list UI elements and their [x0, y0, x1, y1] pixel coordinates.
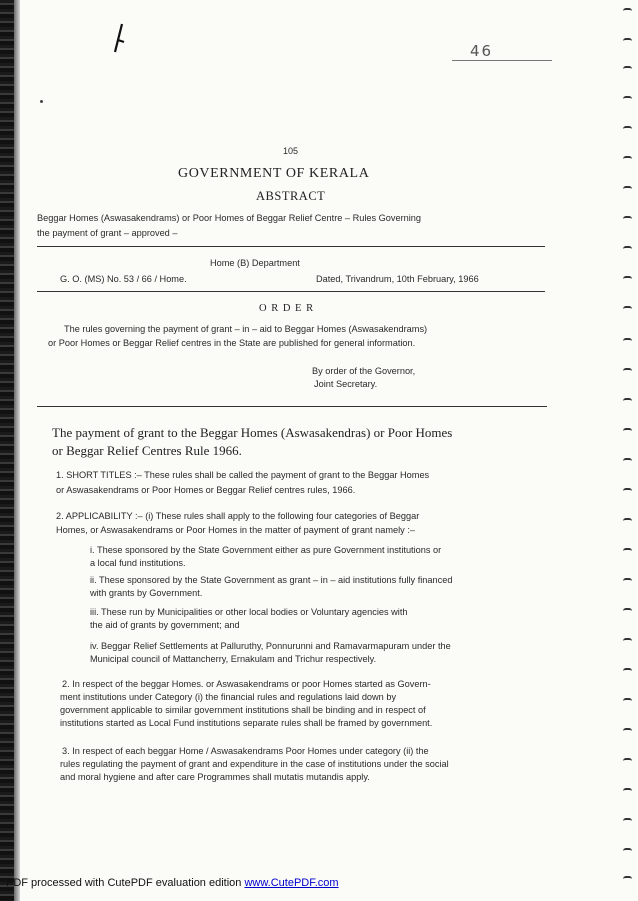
go-number: G. O. (MS) No. 53 / 66 / Home. [60, 274, 187, 284]
binding-edge [0, 0, 14, 901]
rules-title-line-2: or Beggar Relief Centres Rule 1966. [52, 443, 242, 458]
handwritten-page-number: 46 [470, 42, 494, 60]
para-2-line-2: ment institutions under Category (i) the financial rules and regulations laid down by [60, 692, 397, 702]
item-i-line-2: a local fund institutions. [90, 558, 186, 568]
abstract-line-2: the payment of grant – approved – [37, 228, 178, 238]
divider [37, 291, 545, 292]
divider [37, 246, 545, 247]
page-number-underline [452, 60, 552, 61]
divider [37, 406, 547, 407]
printed-page-number: 105 [283, 146, 299, 156]
rule-2-line-2: Homes, or Aswasakendrams or Poor Homes in the matter of payment of grant namely :– [56, 525, 415, 535]
department-line: Home (B) Department [210, 258, 300, 268]
by-order-line: By order of the Governor, [312, 366, 416, 376]
document-heading: GOVERNMENT OF KERALA [178, 166, 370, 181]
item-iii-line-1: iii. These run by Municipalities or other local bodies or Voluntary agencies with [90, 607, 408, 617]
rule-2-line-1: 2. APPLICABILITY :– (i) These rules shall apply to the following four categories of Beggar [56, 511, 420, 521]
rule-1-line-2: or Aswasakendrams or Poor Homes or Beggar Relief centres rules, 1966. [56, 485, 356, 495]
item-iv-line-1: iv. Beggar Relief Settlements at Palluruthy, Ponnurunni and Ramavarmapuram under the [90, 641, 451, 651]
signatory: Joint Secretary. [314, 379, 378, 389]
para-2-line-3: government applicable to similar government institutions shall be binding and in respect of [60, 705, 426, 715]
order-line-1: The rules governing the payment of grant – in – aid to Beggar Homes (Aswasakendrams) [64, 324, 428, 334]
para-3-line-2: rules regulating the payment of grant and expenditure in the case of institutions under the social [60, 759, 449, 769]
footer-text: PDF processed with CutePDF evaluation edition [6, 877, 245, 889]
binding-shadow [14, 0, 20, 901]
cutepdf-link[interactable]: www.CutePDF.com [244, 877, 339, 889]
item-i-line-1: i. These sponsored by the State Government either as pure Government institutions or [90, 545, 442, 555]
item-ii-line-2: with grants by Government. [90, 588, 203, 598]
rule-1-line-1: 1. SHORT TITLES :– These rules shall be called the payment of grant to the Beggar Homes [56, 470, 430, 480]
evaluation-footer [6, 877, 339, 889]
go-date: Dated, Trivandrum, 10th February, 1966 [316, 274, 479, 284]
rules-title-line-1: The payment of grant to the Beggar Homes (Aswasakendras) or Poor Homes [52, 425, 453, 440]
pen-mark-icon [112, 22, 128, 54]
punch-holes [618, 0, 638, 901]
order-heading: O R D E R [259, 303, 315, 314]
para-2-line-1: 2. In respect of the beggar Homes. or Aswasakendrams or poor Homes started as Govern- [62, 679, 431, 689]
item-iv-line-2: Municipal council of Mattancherry, Ernakulam and Trichur respectively. [90, 654, 377, 664]
para-3-line-3: and moral hygiene and after care Programmes shall mutatis mutandis apply. [60, 772, 370, 782]
item-iii-line-2: the aid of grants by government; and [90, 620, 240, 630]
item-ii-line-1: ii. These sponsored by the State Government as grant – in – aid institutions fully financed [90, 575, 453, 585]
abstract-heading: ABSTRACT [256, 189, 326, 203]
para-2-line-4: institutions started as Local Fund institutions separate rules shall be framed by government. [60, 718, 433, 728]
abstract-line-1: Beggar Homes (Aswasakendrams) or Poor Homes of Beggar Relief Centre – Rules Governing [37, 213, 422, 223]
order-line-2: or Poor Homes or Beggar Relief centres in the State are published for general information. [48, 338, 416, 348]
para-3-line-1: 3. In respect of each beggar Home / Aswasakendrams Poor Homes under category (ii) the [62, 746, 429, 756]
